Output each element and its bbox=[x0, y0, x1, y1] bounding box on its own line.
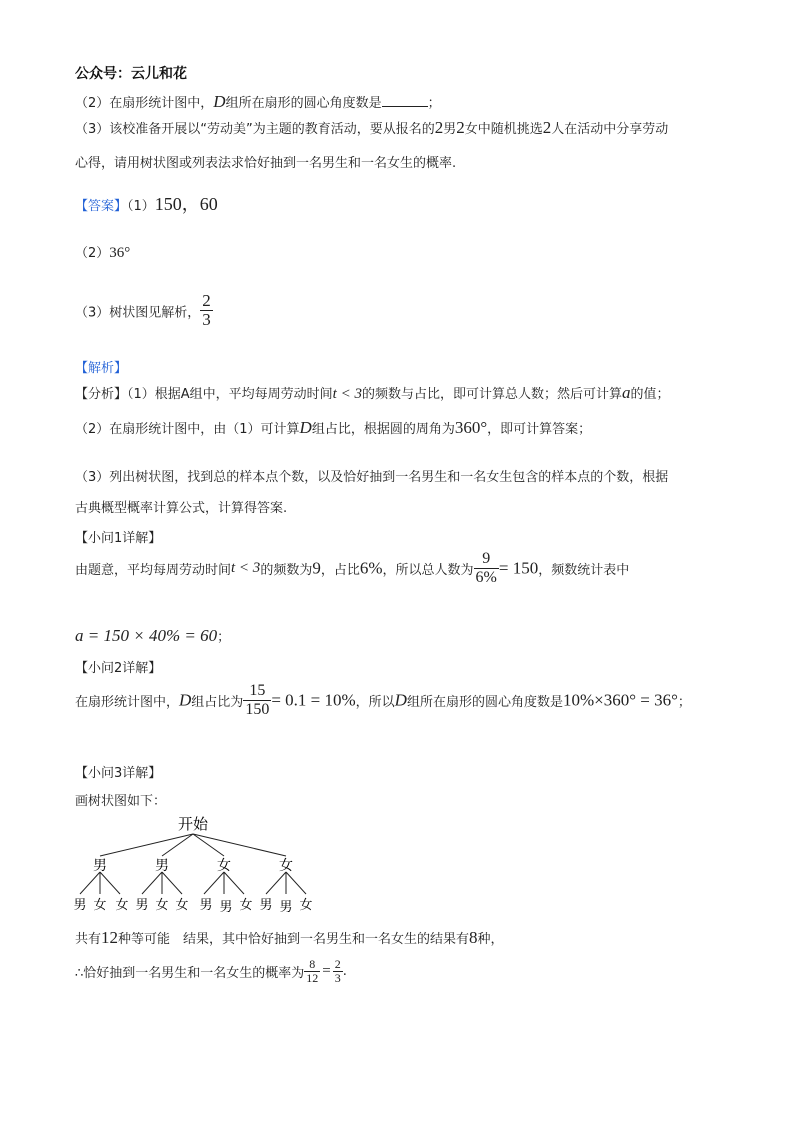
q2-end: ； bbox=[427, 96, 441, 111]
fraction-numerator: 9 bbox=[474, 551, 499, 569]
d3-conclusion: ∴恰好抽到一名男生和一名女生的概率为 bbox=[75, 965, 305, 981]
p1-var-a: a bbox=[621, 383, 631, 402]
detail-1-formula bbox=[75, 626, 230, 646]
fraction-numerator: 2 bbox=[202, 291, 211, 310]
fraction-numerator: 15 bbox=[243, 683, 271, 701]
answer-3-label: （3）树状图见解析， bbox=[75, 305, 201, 321]
analysis-p2 bbox=[75, 418, 591, 438]
d2-ratio: = 0.1 = 10% bbox=[271, 690, 356, 710]
d2-text-d: 组所在扇形的圆心角度数是 bbox=[406, 695, 563, 711]
p2-text-a: （2）在扇形统计图中，由（1）可计算 bbox=[75, 422, 300, 437]
p1-text-c: 的值； bbox=[630, 387, 670, 402]
tree-l2-node: 女 bbox=[299, 898, 313, 913]
d2-var-d: D bbox=[179, 690, 192, 710]
p2-text-b: 组占比，根据圆的周角为 bbox=[311, 422, 455, 437]
tree-l2-node: 男 bbox=[135, 898, 149, 913]
d1-formula: a = 150 × 40% = 60 bbox=[75, 626, 218, 645]
answer-tag: 【答案】 bbox=[75, 199, 128, 214]
answer-2 bbox=[75, 242, 130, 262]
page-header: 公众号：云儿和花 bbox=[75, 66, 187, 82]
fraction-denominator: 3 bbox=[202, 309, 211, 329]
tree-l2-node: 女 bbox=[239, 898, 253, 913]
d3-total-outcomes: 12 bbox=[101, 928, 119, 947]
fraction-numerator: 8 bbox=[304, 958, 320, 972]
tree-l2-node: 男 bbox=[279, 900, 293, 915]
d1-inequality: t < 3 bbox=[231, 560, 261, 577]
tree-l2-node: 男 bbox=[73, 898, 87, 913]
p1-text-b: 的频数与占比，即可计算总人数；然后可计算 bbox=[361, 387, 622, 402]
p1-text-a: 【分析】（1）根据A组中，平均每周劳动时间 bbox=[75, 387, 333, 402]
answer-1-label: （1） bbox=[127, 199, 155, 214]
detail-3-title: 【小问3详解】 bbox=[75, 766, 162, 781]
fraction-denominator: 150 bbox=[245, 700, 270, 718]
q3-num-girls: 2 bbox=[456, 118, 465, 137]
tree-lines bbox=[80, 834, 306, 894]
answer-3-fraction bbox=[200, 292, 213, 330]
d3-text-c: 种， bbox=[477, 932, 504, 947]
answer-3 bbox=[75, 292, 213, 330]
q3-text-c: 女中随机挑选 bbox=[464, 122, 543, 137]
tree-l1-node: 男 bbox=[93, 858, 107, 874]
tree-l2-node: 女 bbox=[115, 898, 129, 913]
d2-angle: 10%×360° = 36° bbox=[562, 690, 678, 710]
d2-text-c: ，所以 bbox=[355, 695, 395, 711]
analysis-tag: 【解析】 bbox=[75, 361, 128, 376]
answer-1 bbox=[75, 190, 218, 216]
tree-l2-node: 男 bbox=[199, 898, 213, 913]
tree-l2-node: 女 bbox=[155, 898, 169, 913]
d1-fraction bbox=[474, 551, 499, 586]
d1-total: = 150 bbox=[498, 558, 539, 578]
p1-inequality: t < 3 bbox=[332, 386, 362, 402]
analysis-p3-line2: 古典概型概率计算公式，计算得答案. bbox=[75, 501, 288, 516]
fraction-denominator: 6% bbox=[475, 568, 497, 586]
tree-l2-node: 女 bbox=[93, 898, 107, 913]
tree-l1-node: 男 bbox=[155, 858, 169, 874]
d1-frequency: 9 bbox=[312, 558, 321, 578]
p2-var-d: D bbox=[299, 418, 312, 437]
q3-text-b: 男 bbox=[443, 122, 457, 137]
detail-3-intro: 画树状图如下： bbox=[75, 794, 167, 809]
question-3-line2: 心得，请用树状图或列表法求恰好抽到一名男生和一名女生的概率. bbox=[75, 156, 457, 171]
d3-text-a: 共有 bbox=[75, 932, 102, 947]
d3-favorable-outcomes: 8 bbox=[469, 928, 478, 947]
p2-angle: 360° bbox=[454, 418, 488, 437]
tree-l1-node: 女 bbox=[217, 858, 231, 874]
tree-diagram bbox=[70, 812, 330, 922]
fraction-numerator: 2 bbox=[334, 957, 341, 971]
detail-1-title: 【小问1详解】 bbox=[75, 531, 162, 546]
d1-text-a: 由题意，平均每周劳动时间 bbox=[75, 563, 232, 579]
d1-formula-end: ； bbox=[217, 630, 231, 645]
detail-2-title: 【小问2详解】 bbox=[75, 661, 162, 676]
d1-percent: 6% bbox=[359, 558, 383, 578]
detail-1-text bbox=[75, 551, 629, 586]
d1-text-e: ，频数统计表中 bbox=[538, 563, 630, 579]
q3-text-a: （3）该校准备开展以“劳动美”为主题的教育活动，要从报名的 bbox=[75, 122, 435, 137]
answer-2-value: 36° bbox=[109, 245, 131, 261]
d1-text-c: ，占比 bbox=[320, 563, 360, 579]
analysis-p1 bbox=[75, 383, 670, 403]
d1-text-d: ，所以总人数为 bbox=[382, 563, 474, 579]
answer-2-label: （2） bbox=[75, 246, 110, 261]
d3-period: . bbox=[342, 963, 347, 979]
tree-l2-node: 女 bbox=[175, 898, 189, 913]
question-2 bbox=[75, 92, 441, 112]
detail-3-line2 bbox=[75, 958, 347, 985]
question-3-line1 bbox=[75, 118, 668, 138]
d2-text-b: 组占比为 bbox=[191, 695, 244, 711]
fraction-denominator: 12 bbox=[306, 970, 319, 985]
tree-l1-node: 女 bbox=[279, 858, 293, 874]
fraction-denominator: 3 bbox=[334, 970, 341, 985]
q2-var: D bbox=[213, 92, 226, 111]
q2-pre: （2）在扇形统计图中， bbox=[75, 96, 214, 111]
d2-text-a: 在扇形统计图中， bbox=[75, 695, 180, 711]
analysis-p3-line1: （3）列出树状图，找到总的样本点个数，以及恰好抽到一名男生和一名女生包含的样本点的个数，根据 bbox=[75, 470, 669, 485]
d2-text-e: ； bbox=[677, 695, 691, 711]
d2-var-d2: D bbox=[394, 690, 407, 710]
d1-text-b: 的频数为 bbox=[260, 563, 313, 579]
d3-text-b: 种等可能 结果，其中恰好抽到一名男生和一名女生的结果有 bbox=[118, 932, 470, 947]
tree-l2-node: 男 bbox=[259, 898, 273, 913]
answer-blank bbox=[382, 94, 428, 107]
detail-3-line1 bbox=[75, 928, 504, 948]
detail-2-text bbox=[75, 683, 691, 718]
q3-num-boys: 2 bbox=[434, 118, 444, 137]
q3-text-d: 人在活动中分享劳动 bbox=[551, 122, 669, 137]
d3-fraction-1 bbox=[304, 958, 320, 985]
d3-fraction-2 bbox=[333, 958, 343, 985]
q2-post: 组所在扇形的圆心角度数是 bbox=[225, 96, 382, 111]
q3-num-pick: 2 bbox=[542, 118, 552, 137]
d3-equals: = bbox=[322, 962, 331, 979]
d2-fraction bbox=[243, 683, 271, 718]
p2-text-c: ，即可计算答案； bbox=[487, 422, 592, 437]
answer-1-value: 150，60 bbox=[154, 194, 218, 214]
tree-root: 开始 bbox=[177, 815, 209, 833]
tree-l2-node: 男 bbox=[219, 900, 233, 915]
